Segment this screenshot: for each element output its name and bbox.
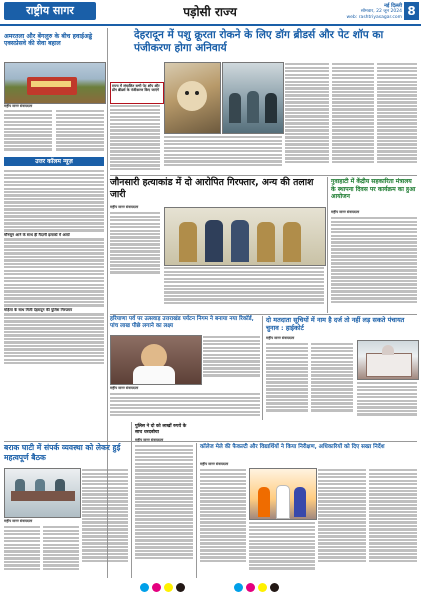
arrest-photo	[164, 207, 326, 266]
college-body-3	[318, 468, 366, 578]
police-headline: पुलिस ने दो को लाखों रुपये के साथ धरदबोचा	[135, 424, 187, 435]
main-headline: देहरादून में पशु क्रूरता रोकने के लिए डॉग ब्रीडर्स और पेट शॉप का पंजीकरण होगा अनिवार्य	[134, 29, 384, 54]
meeting-photo	[4, 468, 81, 518]
main-pullquote: राज्य में संचालित सभी पेट शॉप और डॉग ब्रीडर्स के पंजीकरण किए जाएंगे	[110, 82, 164, 104]
pet-shop-meeting-photo	[222, 62, 284, 134]
barak-headline: बराक घाटी में संपर्क व्यवस्था को लेकर हुई महत्वपूर्ण बैठक	[4, 443, 121, 462]
registration-mark-cyan-2	[234, 583, 243, 592]
registration-mark-cyan	[140, 583, 149, 592]
column-box-item-2: महिला के साथ मिली देहरादून की पुलिस गिरफ्तार	[4, 307, 73, 312]
section-title: पड़ोसी राज्य	[183, 5, 237, 19]
divider-3	[4, 441, 417, 442]
main-body-4	[377, 62, 417, 172]
column-box-item-1: मॉनसून आने के साथ ही मैदानी इलाकों में अलर्ट	[4, 232, 70, 237]
cooperative-dateline: राष्ट्रीय सागर संवाददाता	[331, 210, 360, 214]
college-inspection-photo	[249, 468, 317, 520]
college-dateline: राष्ट्रीय सागर संवाददाता	[200, 462, 229, 466]
main-body-5	[164, 135, 282, 172]
voters-body-1	[266, 342, 308, 420]
dog-photo	[164, 62, 221, 134]
main-body-2	[285, 62, 329, 172]
left-top-body-2	[56, 109, 104, 154]
voters-dateline: राष्ट्रीय सागर संवाददाता	[266, 336, 295, 340]
barak-body-3	[82, 468, 128, 578]
header-city: नई दिल्ली	[384, 3, 402, 9]
cooperative-headline: गुवाहाटी में केंद्रीय सहकारिता मंत्रालय के स्थापना दिवस पर कार्यक्रम का हुआ आयोजन	[331, 178, 416, 200]
divider-1	[110, 175, 417, 176]
jaunpur-body-2	[164, 266, 324, 311]
haryana-headline: हरियाणा पर्व पर उत्सवाड़ उत्तराखंड पर्यटन निगम ने बनाया नया रिकॉर्ड, पांच लाख पीछे लगाने का लक्ष्य	[110, 316, 254, 330]
left-top-dateline: राष्ट्रीय सागर संवाददाता	[4, 104, 33, 108]
newspaper-brand-logo: राष्ट्रीय सागर	[4, 2, 96, 20]
barak-dateline: राष्ट्रीय सागर संवाददाता	[4, 519, 33, 523]
registration-mark-magenta	[152, 583, 161, 592]
haryana-body-1	[203, 335, 260, 383]
jaunpur-body-1	[110, 211, 160, 279]
main-pullquote-box	[110, 28, 132, 82]
main-body-3	[332, 62, 374, 172]
divider-v-4	[131, 422, 132, 578]
divider-2	[110, 314, 417, 315]
header-web: web: rashtriyasagar.com	[346, 15, 402, 20]
column-box-body	[4, 169, 104, 439]
header-date: सोमवार, 22 जून 2024	[360, 9, 402, 14]
registration-mark-magenta-2	[246, 583, 255, 592]
jaunpur-headline: जौनसारी हत्याकांड में दो आरोपित गिरफ्तार, अन्य की तलाश जारी	[110, 177, 314, 200]
cm-photo	[110, 335, 202, 385]
college-body-4	[369, 468, 417, 578]
college-headline: कॉलेज मेले की फैकल्टी और विद्यार्थियों ने किया निरीक्षण, अधिकारियों को दिए सख्त निर्देश	[200, 444, 385, 450]
jaunpur-dateline: राष्ट्रीय सागर संवाददाता	[110, 205, 139, 209]
registration-mark-black-2	[270, 583, 279, 592]
voters-body-2	[311, 342, 353, 420]
barak-body-2	[43, 525, 79, 578]
divider-v-2	[327, 177, 328, 313]
main-body-1	[110, 104, 160, 174]
registration-mark-yellow-2	[258, 583, 267, 592]
registration-mark-black	[176, 583, 185, 592]
left-top-headline: अमरतला और बेंगलुरु के बीच हवाईअड्डे एक्सप्रेसवे की सेवा बहाल	[4, 33, 93, 48]
registration-mark-yellow	[164, 583, 173, 592]
haryana-body-2	[110, 392, 260, 422]
cooperative-body	[331, 216, 417, 313]
header-info	[322, 3, 402, 21]
page-number: 8	[404, 2, 419, 20]
voters-headline: दो मतदाता सूचियों में नाम है दर्ज तो नहीं लड़ सकते पंचायत चुनाव : हाईकोर्ट	[266, 316, 405, 332]
college-body-1	[200, 468, 246, 578]
column-box-title: उत्तर कॉलम न्यूज़	[4, 157, 104, 166]
divider-v-5	[196, 443, 197, 578]
police-dateline: राष्ट्रीय सागर संवाददाता	[135, 438, 164, 442]
haryana-dateline: राष्ट्रीय सागर संवाददाता	[110, 386, 139, 390]
left-top-body	[4, 109, 52, 154]
voters-body-3	[357, 381, 417, 420]
college-body-2	[249, 521, 315, 578]
divider-v-3	[262, 316, 263, 420]
police-body	[135, 444, 193, 578]
high-court-photo	[357, 340, 419, 380]
print-footer	[0, 580, 421, 595]
barak-body-1	[4, 525, 40, 578]
train-photo	[4, 62, 106, 104]
